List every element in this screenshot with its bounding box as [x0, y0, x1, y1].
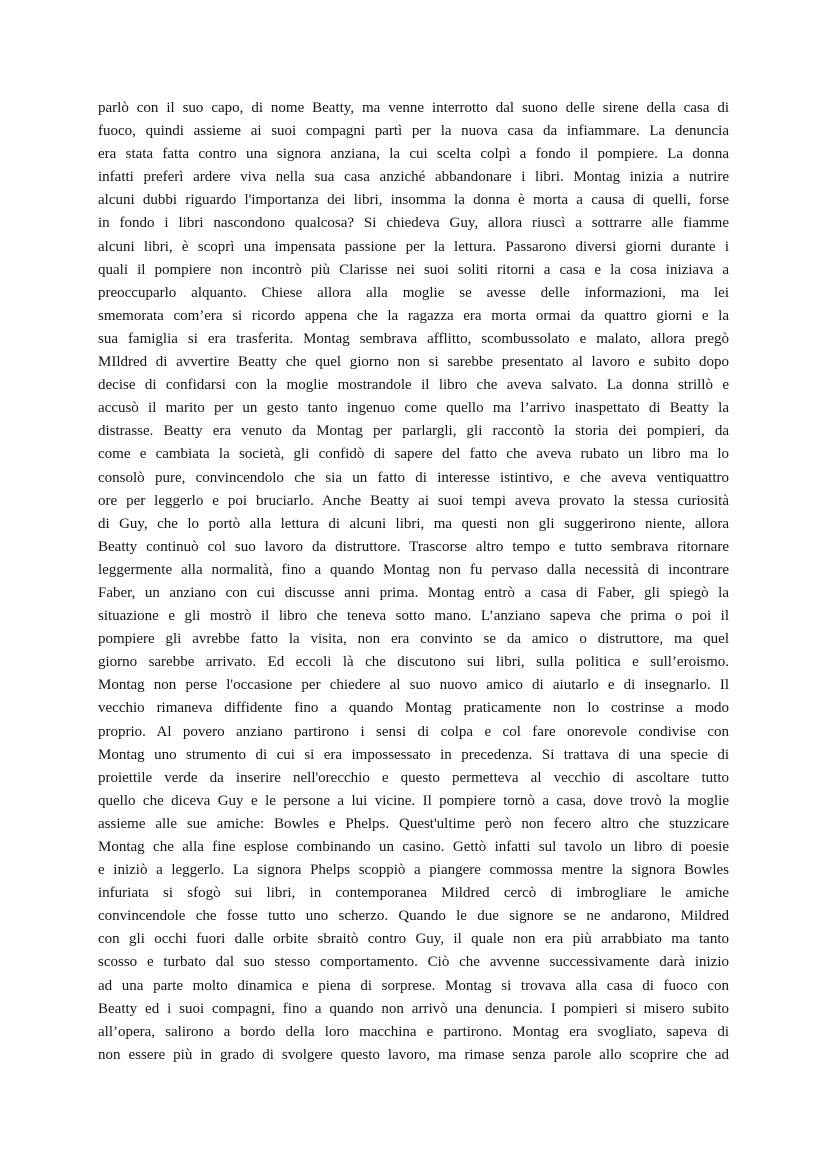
- text-line: convincendole che fosse tutto uno scherzo. Quando le due signore se ne andarono, Mildred: [98, 908, 729, 925]
- text-line: Faber, un anziano con cui discusse anni prima. Montag entrò a casa di Faber, gli spiegò la: [98, 584, 729, 601]
- text-line: infatti preferì ardere viva nella sua casa anziché abbandonare i libri. Montag inizia a nutrire: [98, 169, 729, 186]
- text-line: con gli occhi fuori dalle orbite sbraitò contro Guy, il quale non era più arrabbiato ma tanto: [98, 931, 729, 948]
- text-line: era stata fatta contro una signora anziana, la cui scelta colpì a fondo il pompiere. La donna: [98, 146, 729, 163]
- text-line: decise di confidarsi con la moglie mostrandole il libro che aveva salvato. La donna strillò e: [98, 377, 729, 394]
- text-line: leggermente alla normalità, fino a quando Montag non fu pervaso dalla necessità di incontrare: [98, 561, 729, 578]
- document-paragraph: [98, 97, 729, 1067]
- text-line: Beatty ed i suoi compagni, fino a quando non arrivò una denuncia. I pompieri si misero subito: [98, 1000, 729, 1017]
- text-line: fuoco, quindi assieme ai suoi compagni partì per la nuova casa da infiammare. La denuncia: [98, 123, 729, 140]
- text-line: pompiere gli avrebbe fatto la visita, non era convinto se da amico o distruttore, ma quel: [98, 631, 729, 648]
- text-line: parlò con il suo capo, di nome Beatty, ma venne interrotto dal suono delle sirene della casa di: [98, 100, 729, 116]
- text-line: sua famiglia si era trasferita. Montag sembrava afflitto, scombussolato e malato, allora pregò: [98, 330, 729, 347]
- text-line: preoccuparlo alquanto. Chiese allora alla moglie se avesse delle informazioni, ma lei: [98, 284, 729, 301]
- text-line: smemorata com’era si ricordo appena che la ragazza era morta ormai da quattro giorni e la: [98, 307, 729, 324]
- text-line: quello che diceva Guy e le persone a lui vicine. Il pompiere tornò a casa, dove trovò la moglie: [98, 792, 729, 809]
- text-line: proiettile verde da inserire nell'orecchio e questo permetteva al vecchio di ascoltare tutto: [98, 769, 729, 786]
- text-line: infuriata si sfogò sui libri, in contemporanea Mildred cercò di imbrogliare le amiche: [98, 885, 729, 902]
- text-line: vecchio rimaneva diffidente fino a quando Montag praticamente non lo costrinse a modo: [98, 700, 729, 717]
- text-line: Montag uno strumento di cui si era impossessato in precedenza. Si trattava di una specie di: [98, 746, 729, 763]
- text-line: non essere più in grado di svolgere questo lavoro, ma rimase senza parole allo scoprire che ad: [98, 1046, 729, 1063]
- text-line: Montag che alla fine esplose combinando un casino. Gettò infatti sul tavolo un libro di poesie: [98, 839, 729, 855]
- text-line: distrasse. Beatty era venuto da Montag per parlargli, gli raccontò la storia dei pompieri, da: [98, 423, 729, 440]
- text-line: MIldred di avvertire Beatty che quel giorno non si sarebbe presentato al lavoro e subito dopo: [98, 354, 729, 371]
- text-line: alcuni libri, è scoprì una impensata passione per la lettura. Passarono diversi giorni durante i: [98, 238, 729, 255]
- text-line: scosso e turbato dal suo stesso comportamento. Ciò che avvenne successivamente darà inizio: [98, 954, 729, 971]
- text-line: all’opera, salirono a bordo della loro macchina e partirono. Montag era svogliato, sapeva di: [98, 1023, 729, 1040]
- text-line: situazione e gli mostrò il libro che teneva sotto mano. L’anziano sapeva che prima o poi il: [98, 608, 729, 625]
- text-line: assieme alle sue amiche: Bowles e Phelps. Quest'ultime però non fecero altro che stuzzicare: [98, 815, 729, 832]
- text-line: Montag non perse l'occasione per chiedere al suo nuovo amico di aiutarlo e di insegnarlo. Il: [98, 677, 729, 694]
- text-line: come e cambiata la società, gli confidò di sapere del fatto che aveva rubato un libro ma lo: [98, 446, 729, 463]
- text-line: in fondo i libri nascondono qualcosa? Si chiedeva Guy, allora riuscì a sottrarre alle fiamme: [98, 215, 729, 232]
- text-line: alcuni dubbi riguardo l'importanza dei libri, insomma la donna è morta a causa di quelli, forse: [98, 192, 729, 209]
- text-line: giorno sarebbe arrivato. Ed eccoli là che discutono sui libri, sulla politica e sull’eroismo.: [98, 654, 729, 671]
- text-line: quali il pompiere non incontrò più Clarisse nei suoi soliti ritorni a casa e la cosa iniziava a: [98, 261, 729, 278]
- text-line: proprio. Al povero anziano partirono i sensi di colpa e col fare onorevole condivise con: [98, 723, 729, 740]
- text-line: di Guy, che lo portò alla lettura di alcuni libri, ma questi non gli suggerirono niente, allora: [98, 515, 729, 532]
- text-line: Beatty continuò col suo lavoro da distruttore. Trascorse altro tempo e tutto sembrava ritornare: [98, 538, 729, 555]
- text-line: ore per leggerlo e poi bruciarlo. Anche Beatty ai suoi tempi aveva provato la stessa curiosità: [98, 492, 729, 509]
- text-line: consolò pure, convincendolo che sia un fatto di interesse istintivo, e che aveva ventiquattro: [98, 469, 729, 486]
- text-line: accusò il marito per un gesto tanto ingenuo come quello ma l’arrivo inaspettato di Beatty la: [98, 400, 729, 417]
- text-line: ad una parte molto dinamica e piena di sorprese. Montag si trovava alla casa di fuoco con: [98, 977, 729, 994]
- text-line: e iniziò a leggerlo. La signora Phelps scoppiò a piangere commossa mentre la signora Bowles: [98, 862, 729, 879]
